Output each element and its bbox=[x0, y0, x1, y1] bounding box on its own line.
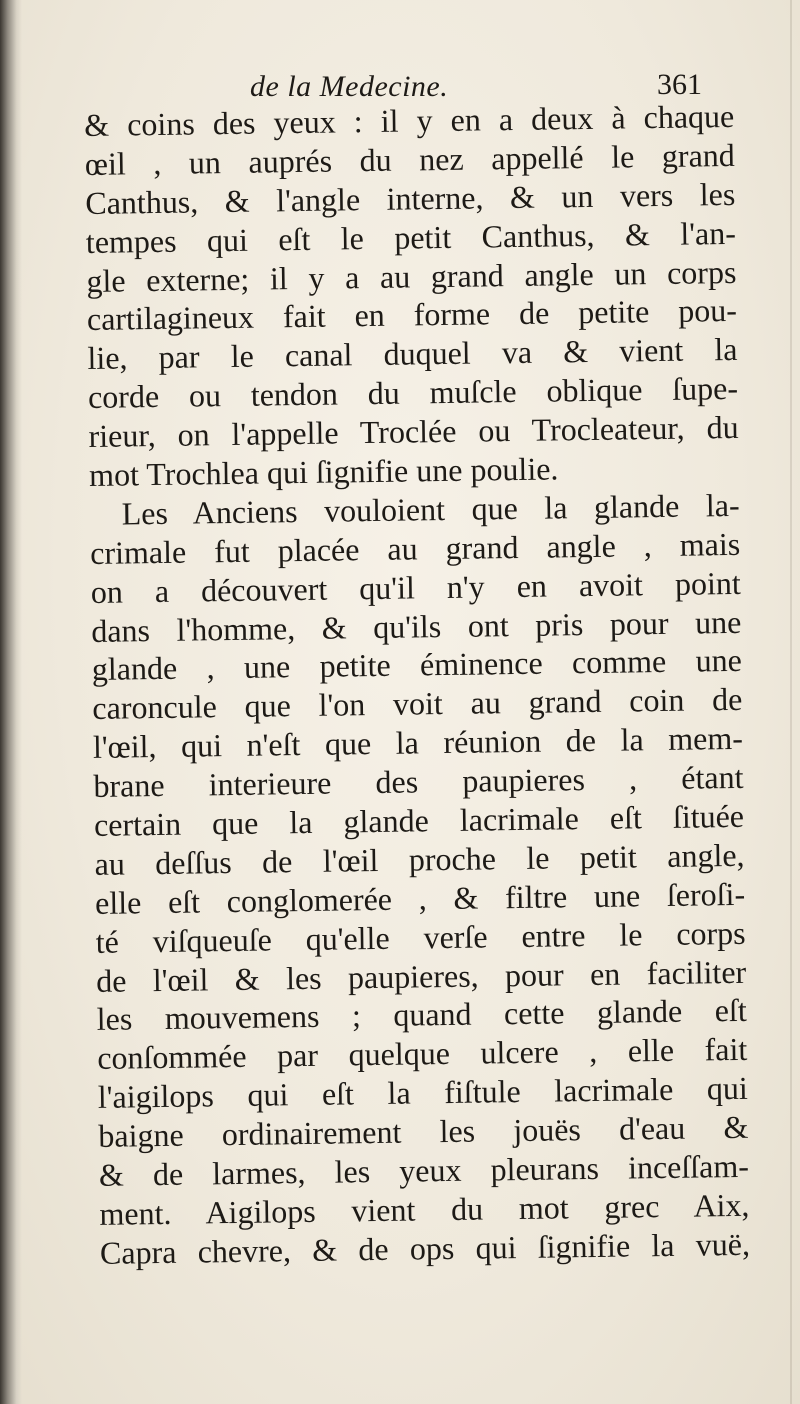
text-line: l'aigilops qui eſt la fiſtule lacrimale qui bbox=[97, 1070, 749, 1116]
text-line: certain que la glande lacrimale eſt ſituée bbox=[93, 797, 745, 843]
text-line: rieur, on l'appelle Troclée ou Trocleateur, du bbox=[88, 409, 739, 455]
text-line: crimale fut placée au grand angle , mais bbox=[89, 525, 741, 571]
text-line: dans l'homme, & qu'ils ont pris pour une bbox=[91, 603, 742, 649]
text-line: lie, par le canal duquel va & vient la bbox=[87, 331, 738, 377]
text-line: té viſqueuſe qu'elle verſe entre le corps bbox=[95, 914, 746, 960]
body-text bbox=[84, 97, 750, 1273]
text-line: l'œil, qui n'eſt que la réunion de la mem- bbox=[92, 720, 744, 766]
text-line: au deſſus de l'œil proche le petit angle, bbox=[94, 836, 745, 882]
running-head: de la Medecine. bbox=[250, 70, 449, 103]
text-line: ment. Aigilops vient du mot grec Aix, bbox=[99, 1186, 750, 1232]
text-line: & de larmes, les yeux pleurans inceſſam- bbox=[98, 1147, 750, 1193]
text-line: cartilagineux fait en forme de petite pou- bbox=[86, 292, 738, 338]
text-line: Les Anciens vouloient que la glande la- bbox=[121, 486, 740, 532]
text-line: œil , un auprés du nez appellé le grand bbox=[84, 136, 735, 182]
text-line: baigne ordinairement les jouës d'eau & bbox=[98, 1108, 749, 1155]
text-line: conſommée par quelque ulcere , elle fait bbox=[97, 1031, 748, 1077]
text-line: les mouvemens ; quand cette glande eſt bbox=[96, 992, 747, 1038]
page-number: 361 bbox=[657, 68, 702, 101]
text-line: caroncule que l'on voit au grand coin de bbox=[92, 681, 743, 727]
text-line: tempes qui eſt le petit Canthus, & l'an- bbox=[85, 214, 737, 260]
text-line: Capra chevre, & de ops qui ſignifie la vuë, bbox=[99, 1225, 751, 1271]
text-line: mot Trochlea qui ſignifie une poulie. bbox=[88, 450, 559, 493]
text-line: & coins des yeux : il y en a deux à chaque bbox=[84, 97, 735, 143]
text-line: brane interieure des paupieres , étant bbox=[93, 759, 744, 805]
text-line: gle externe; il y a au grand angle un corps bbox=[86, 253, 737, 299]
gutter-shadow bbox=[0, 0, 22, 1404]
text-line: on a découvert qu'il n'y en avoit point bbox=[90, 564, 741, 610]
text-line: elle eſt conglomerée , & filtre une ſeroſi- bbox=[94, 875, 746, 921]
text-line: corde ou tendon du muſcle oblique ſupe- bbox=[87, 370, 739, 416]
text-line: glande , une petite éminence comme une bbox=[91, 642, 743, 688]
page-edge bbox=[790, 0, 792, 1404]
text-line: de l'œil & les paupieres, pour en faciliter bbox=[95, 953, 747, 999]
text-line: Canthus, & l'angle interne, & un vers les bbox=[85, 175, 736, 221]
